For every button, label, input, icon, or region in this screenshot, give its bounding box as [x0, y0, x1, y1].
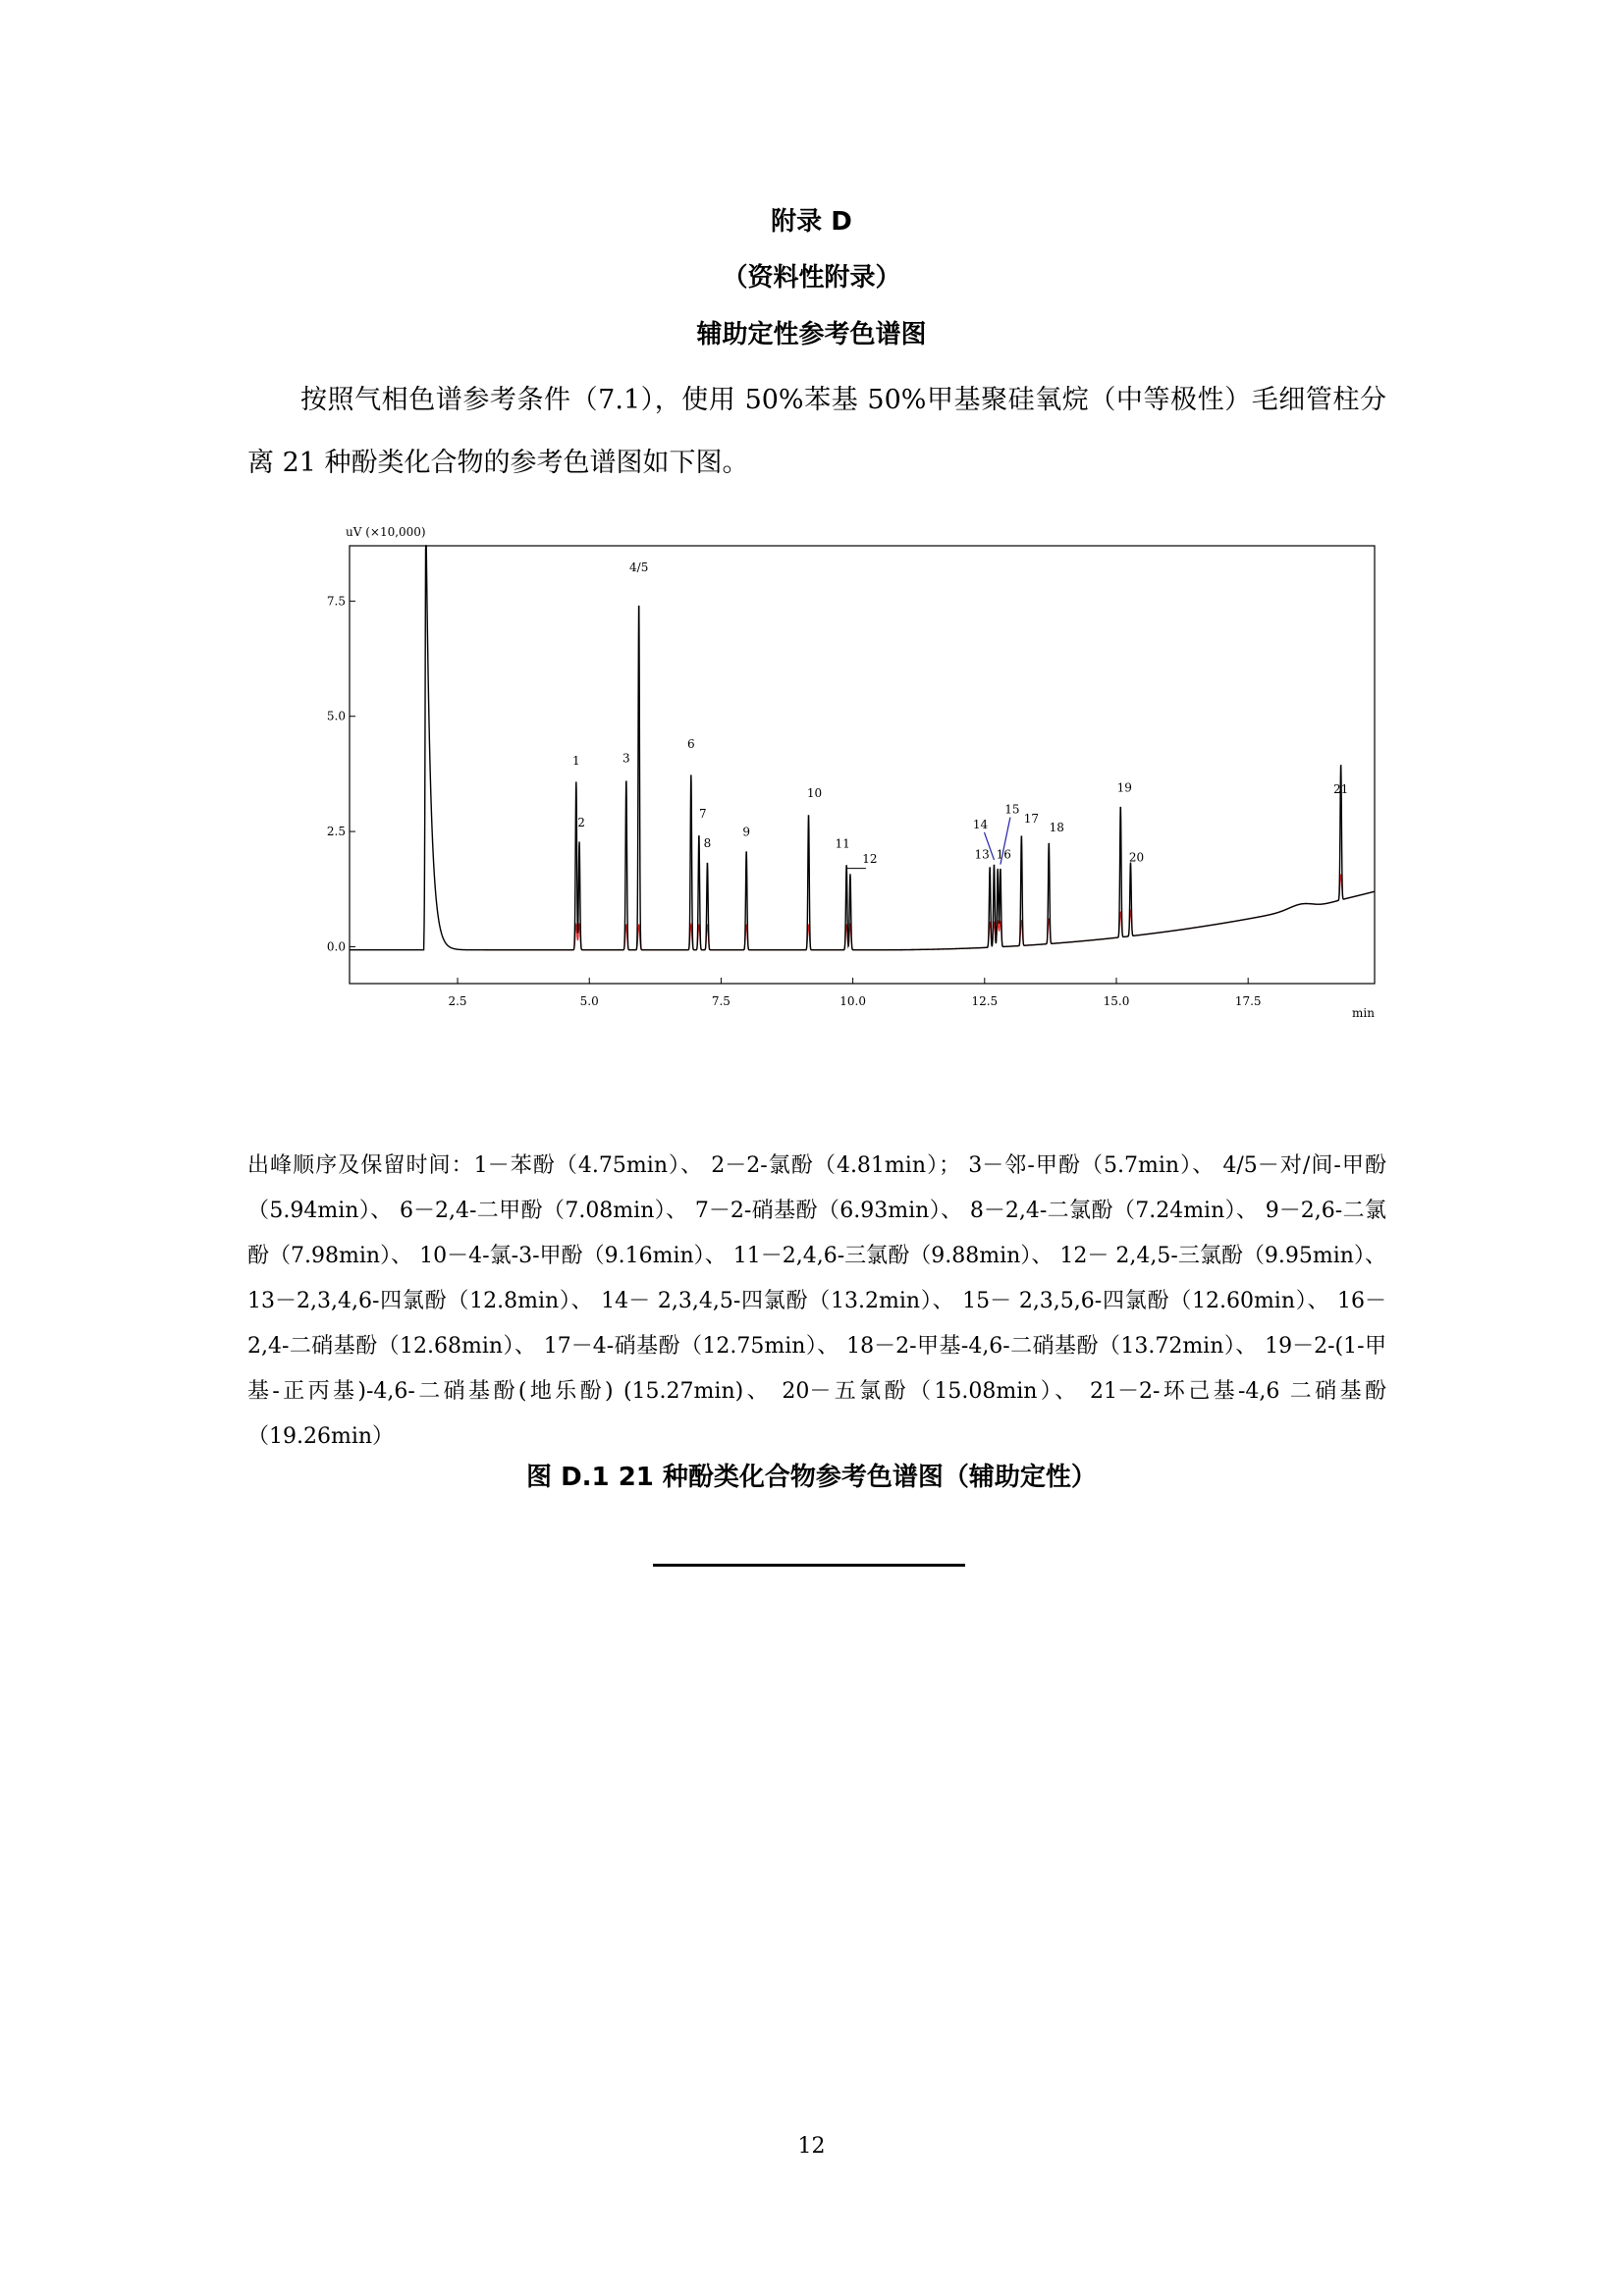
peak-label: 4/5: [629, 560, 649, 574]
x-tick-label: 2.5: [448, 994, 467, 1008]
peak-label: 7: [699, 807, 707, 822]
x-tick-label: 5.0: [579, 994, 599, 1008]
y-tick-label: 5.0: [326, 709, 346, 723]
x-tick-label: 17.5: [1234, 994, 1262, 1008]
x-tick-label: 7.5: [711, 994, 730, 1008]
plot-frame: [350, 546, 1375, 984]
x-tick-label: 10.0: [839, 994, 866, 1008]
x-axis-unit-label: min: [1352, 1006, 1375, 1020]
end-rule: [653, 1564, 965, 1567]
peak-label: 14: [972, 817, 989, 831]
peak-label: 11: [835, 836, 850, 851]
peak-label: 20: [1128, 850, 1145, 865]
peak-label: 15: [1004, 802, 1020, 817]
appendix-subtitle: 辅助定性参考色谱图: [696, 320, 927, 349]
peak-label: 3: [622, 751, 630, 766]
chromatogram-trace: [350, 546, 1375, 950]
x-tick-label: 12.5: [971, 994, 999, 1008]
peak-label: 1: [571, 754, 580, 769]
y-tick-label: 0.0: [326, 939, 346, 954]
y-tick-label: 7.5: [326, 594, 346, 609]
page-number: 12: [797, 2134, 826, 2159]
peak-labels: [572, 561, 1348, 866]
peak-label: 12: [862, 851, 878, 866]
peak-label: 13: [974, 847, 990, 862]
peak-label: 21: [1333, 781, 1349, 796]
peak-label: 19: [1116, 780, 1132, 795]
x-tick-label: 15.0: [1103, 994, 1130, 1008]
appendix-type: （资料性附录）: [722, 263, 901, 293]
baseline-trace: [484, 875, 1375, 950]
y-tick-label: 2.5: [326, 825, 346, 839]
y-axis-ticks: [327, 594, 355, 953]
appendix-title: 附录 D: [771, 207, 852, 237]
x-axis-ticks: [448, 978, 1261, 1008]
peak-label: 9: [742, 825, 751, 839]
chromatogram-chart: [324, 518, 1384, 1029]
peak-label: 17: [1023, 811, 1040, 826]
intro-paragraph: 按照气相色谱参考条件（7.1），使用 50%苯基 50%甲基聚硅氧烷（中等极性）毛细管柱分离 21 种酚类化合物的参考色谱图如下图。: [247, 385, 1386, 478]
peak-label: 6: [687, 737, 695, 752]
figure-caption: 图 D.1 21 种酚类化合物参考色谱图（辅助定性）: [526, 1463, 1097, 1492]
peak-label: 8: [703, 836, 712, 851]
elution-order-legend: 出峰顺序及保留时间：1－苯酚（4.75min）、 2－2-氯酚（4.81min）； 3－邻-甲酚（5.7min）、 4/5－对/间-甲酚（5.94min）、 6－2,4-二甲酚（7.08min）、 7－2-硝基酚（6.93min）、 8－2,4-二氯酚（7.24min）、 9－2,6-二氯酚（7.98min）、 10－4-氯-3-甲酚（9.16min）、 11－2,4,6-三氯酚（9.88min）、 12－ 2,4,5-三氯酚（9.95min）、 13－2,3,4,6-四氯酚（12.8min）、 14－ 2,3,4,5-四氯酚（13.2min）、 15－ 2,3,5,6-四氯酚（12.60min）、 16－2,4-二硝基酚（12.68min）、 17－4-硝基酚（12.75min）、 18－2-甲基-4,6-二硝基酚（13.72min）、 19－2-(1-甲基-正丙基)-4,6-二硝基酚(地乐酚) (15.27min)、 20－五氯酚（15.08min）、 21－2-环己基-4,6 二硝基酚（19.26min）: [247, 1153, 1386, 1449]
peak-label: 16: [996, 847, 1011, 862]
peak-label: 10: [806, 785, 823, 800]
peak-label: 18: [1049, 821, 1064, 835]
y-axis-label: uV (×10,000): [346, 525, 426, 539]
peak-label: 2: [577, 816, 585, 830]
